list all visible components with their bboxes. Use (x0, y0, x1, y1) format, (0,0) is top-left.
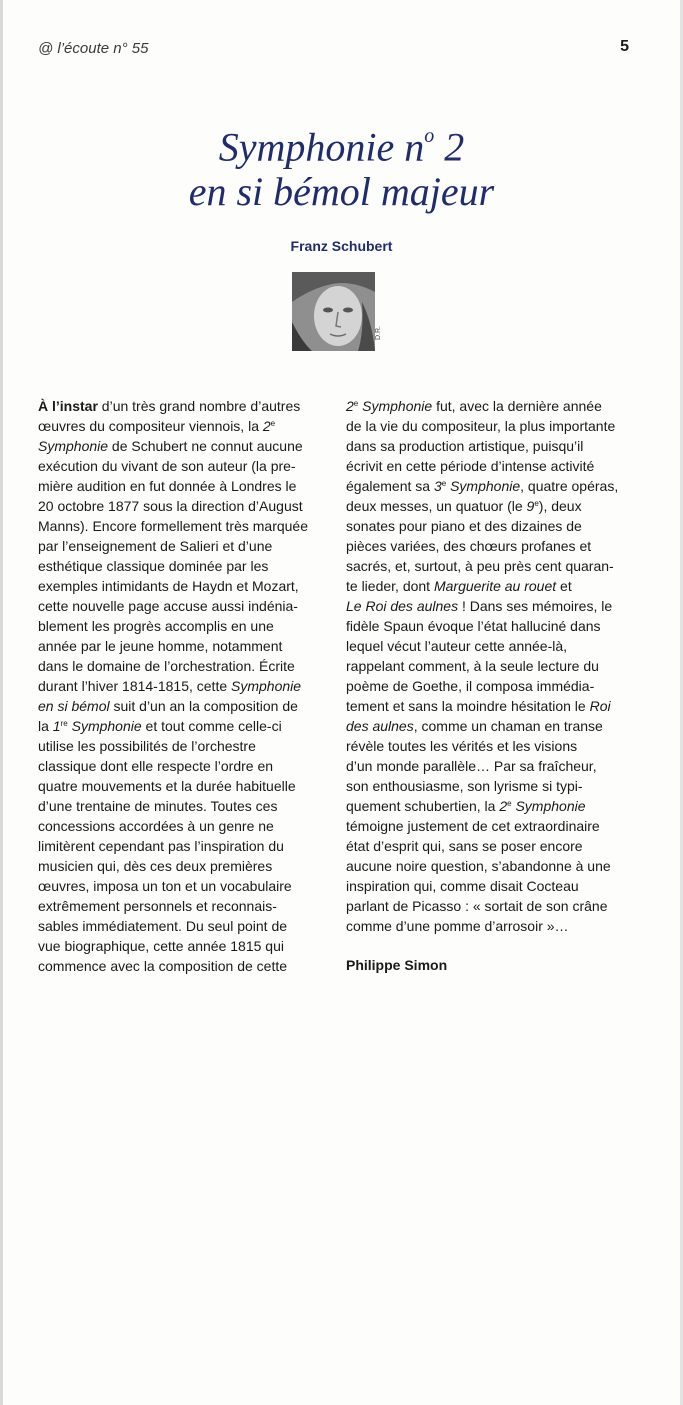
text-line (346, 776, 636, 796)
text-line (38, 736, 328, 756)
text-fragment: témoigne justement de cet extraordinaire (346, 818, 600, 834)
text-fragment: aucune noire question, s’abandonne à une (346, 858, 611, 874)
text-fragment: deux messes, un quatuor (le (346, 498, 527, 514)
text-line (346, 896, 636, 916)
text-fragment: À l’instar (38, 398, 98, 414)
text-fragment: mière audition en fut donnée à Londres le (38, 478, 297, 494)
text-fragment: fut, avec la dernière année (432, 398, 602, 414)
text-line (38, 696, 328, 716)
text-line (346, 836, 636, 856)
text-fragment: e (353, 399, 359, 408)
text-line (346, 516, 636, 536)
text-fragment: en si bémol (38, 698, 110, 714)
body-column-right (346, 396, 636, 936)
text-fragment: ), deux (538, 498, 582, 514)
text-fragment: durant l’hiver 1814-1815, cette (38, 678, 232, 694)
text-line (38, 956, 328, 976)
text-line (38, 656, 328, 676)
text-fragment: exécution du vivant de son auteur (la pre- (38, 458, 296, 474)
text-line (38, 576, 328, 596)
author-signature: Philippe Simon (346, 957, 448, 973)
text-line (38, 476, 328, 496)
text-fragment: , quatre opéras, (520, 478, 619, 494)
text-fragment: œuvres, imposa un ton et un vocabulaire (38, 878, 292, 894)
text-fragment: et (556, 578, 572, 594)
text-fragment: Roi (589, 698, 611, 714)
text-fragment: 3 (433, 478, 442, 494)
text-fragment: utilise les possibilités de l’orchestre (38, 738, 256, 754)
title-main: Symphonie n (218, 124, 425, 170)
text-fragment: Symphonie (446, 478, 521, 494)
text-fragment: limitèrent cependant pas l’inspiration du (38, 838, 284, 854)
body-column-left (38, 396, 328, 976)
text-fragment: lequel vécut l’auteur cette année-là, (346, 638, 568, 654)
photo-credit: D.R. (375, 326, 382, 340)
text-fragment: et tout comme celle-ci (141, 718, 282, 734)
text-fragment: 2 (499, 798, 508, 814)
text-fragment: exemples intimidants de Haydn et Mozart, (38, 578, 299, 594)
text-fragment: œuvres du compositeur viennois, la (38, 418, 263, 434)
text-fragment: classique dont elle respecte l’ordre en (38, 758, 274, 774)
text-fragment: cette nouvelle page accuse aussi indénia- (38, 598, 298, 614)
text-line (38, 796, 328, 816)
title-superscript: o (424, 125, 435, 147)
text-line (38, 756, 328, 776)
text-fragment: parlant de Picasso : « sortait de son crâne (346, 898, 608, 914)
portrait-image (292, 272, 375, 351)
text-fragment: esthétique classique dominée par les (38, 558, 269, 574)
text-line (346, 596, 636, 616)
text-line (346, 856, 636, 876)
text-fragment: sonates pour piano et des dizaines de (346, 518, 582, 534)
text-line (38, 556, 328, 576)
text-fragment: de la vie du compositeur, la plus importante (346, 418, 616, 434)
text-fragment: 9 (526, 498, 535, 514)
text-line (346, 616, 636, 636)
text-fragment: Symphonie (67, 718, 142, 734)
title-number: 2 (434, 124, 465, 170)
text-fragment: dans le domaine de l’orchestration. Écrite (38, 658, 295, 674)
text-line (346, 636, 636, 656)
text-fragment: sacrés, et, surtout, à peu près cent quaran- (346, 558, 614, 574)
text-fragment: sables immédiatement. Du seul point de (38, 918, 288, 934)
text-fragment: blement les progrès accomplis en une (38, 618, 274, 634)
text-line (346, 416, 636, 436)
text-line (346, 456, 636, 476)
text-fragment: fidèle Spaun évoque l’état halluciné dans (346, 618, 601, 634)
text-line (38, 396, 328, 416)
text-line (38, 716, 328, 736)
text-line (38, 936, 328, 956)
text-fragment: musicien qui, dès ces deux premières (38, 858, 273, 874)
text-fragment: , comme un chaman en transe (413, 718, 603, 734)
text-fragment: année par le jeune homme, notamment (38, 638, 283, 654)
text-fragment: re (60, 719, 68, 728)
text-line (38, 616, 328, 636)
text-line (346, 436, 636, 456)
text-fragment: 1 (52, 718, 61, 734)
text-line (38, 836, 328, 856)
text-fragment: poème de Goethe, il composa immédia- (346, 678, 595, 694)
text-line (38, 896, 328, 916)
text-line (38, 436, 328, 456)
title-line-1 (0, 116, 683, 171)
text-fragment: Manns). Encore formellement très marquée (38, 518, 308, 534)
text-line (346, 676, 636, 696)
text-line (346, 916, 636, 936)
composer-portrait (292, 272, 375, 351)
text-line (38, 496, 328, 516)
text-fragment: vue biographique, cette année 1815 qui (38, 938, 284, 954)
text-fragment: révèle toutes les vérités et les visions (346, 738, 578, 754)
page-number: 5 (620, 38, 629, 55)
text-fragment: d’un monde parallèle… Par sa fraîcheur, (346, 758, 597, 774)
text-fragment: e (441, 479, 447, 488)
text-fragment: des aulnes (346, 718, 414, 734)
text-fragment: e (270, 419, 276, 428)
text-line (38, 636, 328, 656)
text-fragment: Symphonie (231, 678, 302, 694)
text-line (346, 656, 636, 676)
text-fragment: rappelant comment, à la seule lecture du (346, 658, 599, 674)
text-fragment: Marguerite au rouet (433, 578, 557, 594)
text-line (38, 916, 328, 936)
text-fragment: écrivit en cette période d’intense activité (346, 458, 595, 474)
text-fragment: e (507, 799, 512, 808)
text-fragment: extrêmement personnels et reconnais- (38, 898, 277, 914)
text-fragment: également sa (346, 478, 434, 494)
issue-header: @ l’écoute n° 55 (38, 40, 149, 57)
text-line (38, 816, 328, 836)
text-fragment: de Schubert ne connut aucune (108, 438, 303, 454)
text-line (346, 496, 636, 516)
text-fragment: son enthousiasme, son lyrisme si typi- (346, 778, 583, 794)
text-fragment: la (38, 718, 53, 734)
text-fragment: tement et sans la moindre hésitation le (346, 698, 590, 714)
text-line (346, 476, 636, 496)
text-line (346, 756, 636, 776)
text-line (346, 816, 636, 836)
text-fragment: Symphonie (511, 798, 586, 814)
text-fragment: quatre mouvements et la durée habituelle (38, 778, 296, 794)
text-line (38, 876, 328, 896)
text-fragment: concessions accordées à un genre ne (38, 818, 274, 834)
text-line (38, 776, 328, 796)
text-line (38, 516, 328, 536)
title-line-2: en si bémol majeur (188, 169, 495, 214)
text-line (346, 716, 636, 736)
text-line (38, 856, 328, 876)
text-fragment: 20 octobre 1877 sous la direction d’August (38, 498, 303, 514)
text-line (346, 796, 636, 816)
text-fragment: ! Dans ses mémoires, le (458, 598, 613, 614)
text-line (346, 696, 636, 716)
text-fragment: pièces variées, des chœurs profanes et (346, 538, 592, 554)
text-line (346, 396, 636, 416)
text-fragment: d’un très grand nombre d’autres (97, 398, 301, 414)
text-fragment: d’une trentaine de minutes. Toutes ces (38, 798, 278, 814)
text-fragment: Le Roi des aulnes (346, 598, 459, 614)
text-fragment: inspiration qui, comme disait Cocteau (346, 878, 579, 894)
text-line (346, 736, 636, 756)
text-line (38, 536, 328, 556)
text-line (38, 676, 328, 696)
composer-name: Franz Schubert (290, 238, 393, 254)
text-fragment: quement schubertien, la (346, 798, 500, 814)
text-line (346, 536, 636, 556)
text-fragment: par l’enseignement de Salieri et d’une (38, 538, 273, 554)
text-line (38, 596, 328, 616)
text-line (346, 576, 636, 596)
text-fragment: e (534, 499, 539, 508)
text-fragment: état d’esprit qui, sans se poser encore (346, 838, 583, 854)
text-fragment: 2 (262, 418, 271, 434)
text-fragment: comme d’une pomme d’arrosoir »… (346, 918, 569, 934)
text-fragment: suit d’un an la composition de (109, 698, 298, 714)
text-line (346, 556, 636, 576)
text-fragment: Symphonie (38, 438, 109, 454)
text-fragment: commence avec la composition de cette (38, 958, 288, 974)
text-line (38, 456, 328, 476)
text-fragment: te lieder, dont (346, 578, 434, 594)
text-fragment: 2 (346, 398, 354, 414)
text-fragment: Symphonie (358, 398, 433, 414)
text-line (38, 416, 328, 436)
text-fragment: dans sa production artistique, puisqu’il (346, 438, 584, 454)
text-line (346, 876, 636, 896)
